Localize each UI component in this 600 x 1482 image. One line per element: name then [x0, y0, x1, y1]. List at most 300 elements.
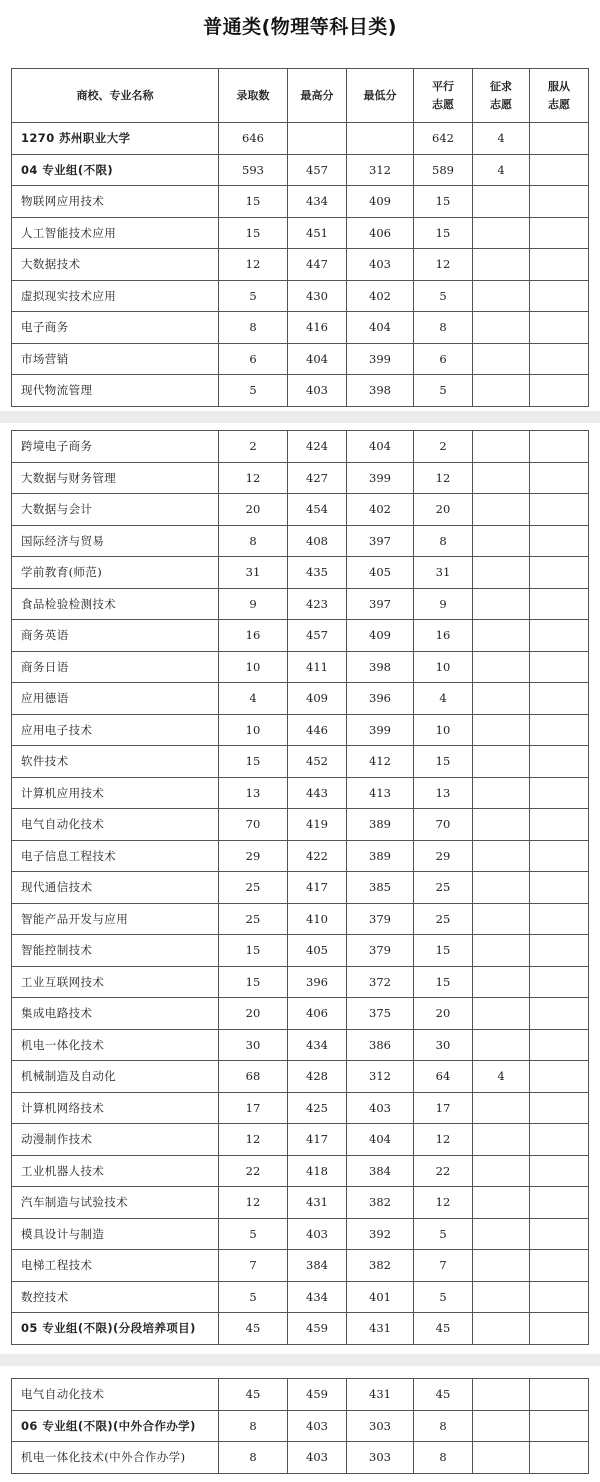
table-row: [12, 525, 589, 557]
name-cell: 机械制造及自动化: [12, 1061, 219, 1093]
min-score-cell: 409: [347, 186, 414, 218]
parallel-cell: 15: [414, 966, 473, 998]
table-row: [12, 280, 589, 312]
name-cell: 应用德语: [12, 683, 219, 715]
max-score-cell: 447: [288, 249, 347, 281]
max-score-cell: 422: [288, 840, 347, 872]
max-score-cell: 446: [288, 714, 347, 746]
table-row: [12, 777, 589, 809]
parallel-cell: 70: [414, 809, 473, 841]
parallel-cell: 45: [414, 1313, 473, 1345]
max-score-cell: 434: [288, 1281, 347, 1313]
parallel-cell: 15: [414, 935, 473, 967]
max-score-cell: 423: [288, 588, 347, 620]
min-score-cell: [347, 123, 414, 155]
obey-cell: [530, 1029, 589, 1061]
obey-cell: [530, 1410, 589, 1442]
max-score-cell: 403: [288, 1410, 347, 1442]
solicited-cell: [473, 217, 530, 249]
min-score-cell: 303: [347, 1442, 414, 1474]
solicited-cell: [473, 840, 530, 872]
max-score-cell: 454: [288, 494, 347, 526]
table-row: [12, 746, 589, 778]
parallel-cell: 30: [414, 1029, 473, 1061]
solicited-cell: [473, 777, 530, 809]
max-score-cell: 443: [288, 777, 347, 809]
obey-cell: [530, 557, 589, 589]
obey-cell: [530, 525, 589, 557]
table-row: [12, 1155, 589, 1187]
obey-cell: [530, 1281, 589, 1313]
max-score-cell: 403: [288, 1442, 347, 1474]
name-cell: 电子商务: [12, 312, 219, 344]
solicited-cell: [473, 1410, 530, 1442]
solicited-cell: [473, 746, 530, 778]
table-row: [12, 903, 589, 935]
admitted-cell: 12: [219, 249, 288, 281]
admitted-cell: 25: [219, 903, 288, 935]
obey-cell: [530, 1379, 589, 1411]
admitted-cell: 17: [219, 1092, 288, 1124]
parallel-cell: 2: [414, 431, 473, 463]
obey-cell: [530, 872, 589, 904]
admitted-cell: 29: [219, 840, 288, 872]
max-score-cell: 425: [288, 1092, 347, 1124]
admitted-cell: 68: [219, 1061, 288, 1093]
parallel-cell: 642: [414, 123, 473, 155]
obey-cell: [530, 1313, 589, 1345]
table-row: [12, 809, 589, 841]
name-cell: 动漫制作技术: [12, 1124, 219, 1156]
min-score-cell: 389: [347, 809, 414, 841]
admitted-cell: 4: [219, 683, 288, 715]
admitted-cell: 22: [219, 1155, 288, 1187]
parallel-cell: 9: [414, 588, 473, 620]
admitted-cell: 2: [219, 431, 288, 463]
admitted-cell: 45: [219, 1313, 288, 1345]
obey-cell: [530, 1218, 589, 1250]
min-score-cell: 412: [347, 746, 414, 778]
solicited-cell: [473, 588, 530, 620]
min-score-cell: 401: [347, 1281, 414, 1313]
solicited-cell: [473, 494, 530, 526]
solicited-cell: 4: [473, 123, 530, 155]
max-score-cell: 406: [288, 998, 347, 1030]
min-score-cell: 402: [347, 280, 414, 312]
max-score-cell: 403: [288, 375, 347, 407]
admitted-cell: 31: [219, 557, 288, 589]
solicited-cell: [473, 809, 530, 841]
admitted-cell: 5: [219, 1281, 288, 1313]
parallel-cell: 5: [414, 280, 473, 312]
max-score-cell: 405: [288, 935, 347, 967]
parallel-cell: 20: [414, 998, 473, 1030]
min-score-cell: 312: [347, 1061, 414, 1093]
min-score-cell: 384: [347, 1155, 414, 1187]
obey-cell: [530, 998, 589, 1030]
header-admitted: 录取数: [219, 69, 288, 123]
parallel-cell: 22: [414, 1155, 473, 1187]
obey-cell: [530, 588, 589, 620]
obey-cell: [530, 494, 589, 526]
table-row: [12, 494, 589, 526]
max-score-cell: 457: [288, 154, 347, 186]
table-row: [12, 312, 589, 344]
name-cell: 04 专业组(不限): [12, 154, 219, 186]
admitted-cell: 593: [219, 154, 288, 186]
table-row: [12, 651, 589, 683]
name-cell: 机电一体化技术: [12, 1029, 219, 1061]
name-cell: 电梯工程技术: [12, 1250, 219, 1282]
name-cell: 现代物流管理: [12, 375, 219, 407]
solicited-cell: 4: [473, 1061, 530, 1093]
group-row: [12, 1313, 589, 1345]
name-cell: 商务英语: [12, 620, 219, 652]
table-row: [12, 966, 589, 998]
max-score-cell: 431: [288, 1187, 347, 1219]
parallel-cell: 12: [414, 249, 473, 281]
solicited-cell: [473, 1187, 530, 1219]
name-cell: 计算机网络技术: [12, 1092, 219, 1124]
table-row: [12, 1250, 589, 1282]
min-score-cell: 403: [347, 249, 414, 281]
table-body: [12, 123, 589, 407]
table-row: [12, 872, 589, 904]
max-score-cell: 410: [288, 903, 347, 935]
header-parallel: 平行 志愿: [414, 69, 473, 123]
min-score-cell: 403: [347, 1092, 414, 1124]
obey-cell: [530, 343, 589, 375]
min-score-cell: 399: [347, 714, 414, 746]
table-row: [12, 620, 589, 652]
admitted-cell: 10: [219, 714, 288, 746]
parallel-cell: 31: [414, 557, 473, 589]
table-row: [12, 343, 589, 375]
parallel-cell: 45: [414, 1379, 473, 1411]
solicited-cell: [473, 683, 530, 715]
min-score-cell: 396: [347, 683, 414, 715]
max-score-cell: 435: [288, 557, 347, 589]
min-score-cell: 399: [347, 343, 414, 375]
max-score-cell: 459: [288, 1379, 347, 1411]
admitted-cell: 15: [219, 217, 288, 249]
parallel-cell: 8: [414, 1410, 473, 1442]
solicited-cell: [473, 651, 530, 683]
solicited-cell: [473, 1218, 530, 1250]
name-cell: 05 专业组(不限)(分段培养项目): [12, 1313, 219, 1345]
max-score-cell: 428: [288, 1061, 347, 1093]
admission-table-part-1: [11, 68, 589, 407]
name-cell: 物联网应用技术: [12, 186, 219, 218]
parallel-cell: 8: [414, 525, 473, 557]
name-cell: 电子信息工程技术: [12, 840, 219, 872]
min-score-cell: 382: [347, 1187, 414, 1219]
parallel-cell: 5: [414, 1281, 473, 1313]
group-row: [12, 123, 589, 155]
parallel-cell: 10: [414, 651, 473, 683]
solicited-cell: [473, 1250, 530, 1282]
obey-cell: [530, 935, 589, 967]
solicited-cell: [473, 186, 530, 218]
min-score-cell: 303: [347, 1410, 414, 1442]
max-score-cell: 403: [288, 1218, 347, 1250]
max-score-cell: 427: [288, 462, 347, 494]
max-score-cell: 424: [288, 431, 347, 463]
parallel-cell: 15: [414, 186, 473, 218]
name-cell: 电气自动化技术: [12, 809, 219, 841]
table-row: [12, 249, 589, 281]
name-cell: 06 专业组(不限)(中外合作办学): [12, 1410, 219, 1442]
min-score-cell: 385: [347, 872, 414, 904]
name-cell: 人工智能技术应用: [12, 217, 219, 249]
name-cell: 应用电子技术: [12, 714, 219, 746]
table-row: [12, 557, 589, 589]
admitted-cell: 12: [219, 1124, 288, 1156]
min-score-cell: 404: [347, 1124, 414, 1156]
name-cell: 虚拟现实技术应用: [12, 280, 219, 312]
table-row: [12, 1061, 589, 1093]
max-score-cell: 451: [288, 217, 347, 249]
min-score-cell: 397: [347, 588, 414, 620]
group-row: [12, 154, 589, 186]
table-row: [12, 1092, 589, 1124]
max-score-cell: 418: [288, 1155, 347, 1187]
admitted-cell: 6: [219, 343, 288, 375]
name-cell: 大数据与财务管理: [12, 462, 219, 494]
obey-cell: [530, 840, 589, 872]
admitted-cell: 8: [219, 525, 288, 557]
max-score-cell: 417: [288, 1124, 347, 1156]
solicited-cell: [473, 1442, 530, 1474]
name-cell: 1270 苏州职业大学: [12, 123, 219, 155]
header-max-score: 最高分: [288, 69, 347, 123]
min-score-cell: 399: [347, 462, 414, 494]
min-score-cell: 386: [347, 1029, 414, 1061]
admitted-cell: 5: [219, 1218, 288, 1250]
admitted-cell: 25: [219, 872, 288, 904]
obey-cell: [530, 280, 589, 312]
name-cell: 机电一体化技术(中外合作办学): [12, 1442, 219, 1474]
table-row: [12, 375, 589, 407]
min-score-cell: 389: [347, 840, 414, 872]
max-score-cell: 434: [288, 186, 347, 218]
obey-cell: [530, 249, 589, 281]
parallel-cell: 15: [414, 746, 473, 778]
solicited-cell: [473, 1281, 530, 1313]
table-row: [12, 1029, 589, 1061]
parallel-cell: 589: [414, 154, 473, 186]
max-score-cell: 434: [288, 1029, 347, 1061]
solicited-cell: [473, 903, 530, 935]
table-row: [12, 1281, 589, 1313]
table-row: [12, 683, 589, 715]
solicited-cell: [473, 620, 530, 652]
name-cell: 计算机应用技术: [12, 777, 219, 809]
obey-cell: [530, 1092, 589, 1124]
name-cell: 集成电路技术: [12, 998, 219, 1030]
solicited-cell: [473, 1313, 530, 1345]
table-body: [12, 1379, 589, 1474]
name-cell: 智能控制技术: [12, 935, 219, 967]
min-score-cell: 379: [347, 903, 414, 935]
name-cell: 工业互联网技术: [12, 966, 219, 998]
min-score-cell: 413: [347, 777, 414, 809]
obey-cell: [530, 312, 589, 344]
solicited-cell: [473, 1029, 530, 1061]
name-cell: 工业机器人技术: [12, 1155, 219, 1187]
parallel-cell: 16: [414, 620, 473, 652]
admitted-cell: 30: [219, 1029, 288, 1061]
max-score-cell: 457: [288, 620, 347, 652]
max-score-cell: [288, 123, 347, 155]
min-score-cell: 398: [347, 651, 414, 683]
table-header: [12, 69, 589, 123]
name-cell: 汽车制造与试验技术: [12, 1187, 219, 1219]
min-score-cell: 379: [347, 935, 414, 967]
max-score-cell: 396: [288, 966, 347, 998]
table-row: [12, 714, 589, 746]
parallel-cell: 5: [414, 375, 473, 407]
obey-cell: [530, 375, 589, 407]
parallel-cell: 8: [414, 1442, 473, 1474]
obey-cell: [530, 1124, 589, 1156]
table-row: [12, 217, 589, 249]
admitted-cell: 15: [219, 746, 288, 778]
admitted-cell: 16: [219, 620, 288, 652]
admitted-cell: 15: [219, 935, 288, 967]
max-score-cell: 404: [288, 343, 347, 375]
header-name: 商校、专业名称: [12, 69, 219, 123]
parallel-cell: 20: [414, 494, 473, 526]
obey-cell: [530, 966, 589, 998]
admitted-cell: 15: [219, 966, 288, 998]
table-row: [12, 1187, 589, 1219]
admitted-cell: 7: [219, 1250, 288, 1282]
max-score-cell: 416: [288, 312, 347, 344]
admitted-cell: 8: [219, 1410, 288, 1442]
obey-cell: [530, 683, 589, 715]
obey-cell: [530, 809, 589, 841]
admitted-cell: 5: [219, 375, 288, 407]
min-score-cell: 406: [347, 217, 414, 249]
max-score-cell: 411: [288, 651, 347, 683]
parallel-cell: 12: [414, 462, 473, 494]
obey-cell: [530, 154, 589, 186]
admitted-cell: 70: [219, 809, 288, 841]
admitted-cell: 20: [219, 494, 288, 526]
parallel-cell: 17: [414, 1092, 473, 1124]
admitted-cell: 9: [219, 588, 288, 620]
table-row: [12, 588, 589, 620]
solicited-cell: [473, 249, 530, 281]
solicited-cell: [473, 1092, 530, 1124]
parallel-cell: 6: [414, 343, 473, 375]
max-score-cell: 452: [288, 746, 347, 778]
admitted-cell: 20: [219, 998, 288, 1030]
parallel-cell: 25: [414, 903, 473, 935]
admitted-cell: 8: [219, 312, 288, 344]
admitted-cell: 15: [219, 186, 288, 218]
admitted-cell: 646: [219, 123, 288, 155]
min-score-cell: 409: [347, 620, 414, 652]
admitted-cell: 8: [219, 1442, 288, 1474]
name-cell: 软件技术: [12, 746, 219, 778]
solicited-cell: [473, 280, 530, 312]
obey-cell: [530, 1442, 589, 1474]
parallel-cell: 12: [414, 1124, 473, 1156]
obey-cell: [530, 123, 589, 155]
obey-cell: [530, 1187, 589, 1219]
max-score-cell: 384: [288, 1250, 347, 1282]
obey-cell: [530, 620, 589, 652]
obey-cell: [530, 746, 589, 778]
table-row: [12, 998, 589, 1030]
solicited-cell: [473, 557, 530, 589]
min-score-cell: 382: [347, 1250, 414, 1282]
page-break: [0, 1354, 600, 1366]
parallel-cell: 5: [414, 1218, 473, 1250]
admission-table-part-2: [11, 430, 589, 1345]
obey-cell: [530, 1155, 589, 1187]
min-score-cell: 431: [347, 1313, 414, 1345]
parallel-cell: 29: [414, 840, 473, 872]
table-row: [12, 1442, 589, 1474]
group-row: [12, 1410, 589, 1442]
admission-table-part-3: [11, 1378, 589, 1474]
solicited-cell: [473, 375, 530, 407]
solicited-cell: [473, 1379, 530, 1411]
admitted-cell: 10: [219, 651, 288, 683]
parallel-cell: 25: [414, 872, 473, 904]
solicited-cell: [473, 966, 530, 998]
admitted-cell: 45: [219, 1379, 288, 1411]
name-cell: 食品检验检测技术: [12, 588, 219, 620]
parallel-cell: 13: [414, 777, 473, 809]
solicited-cell: 4: [473, 154, 530, 186]
min-score-cell: 404: [347, 431, 414, 463]
max-score-cell: 408: [288, 525, 347, 557]
min-score-cell: 392: [347, 1218, 414, 1250]
obey-cell: [530, 431, 589, 463]
parallel-cell: 12: [414, 1187, 473, 1219]
name-cell: 数控技术: [12, 1281, 219, 1313]
solicited-cell: [473, 935, 530, 967]
obey-cell: [530, 714, 589, 746]
name-cell: 大数据技术: [12, 249, 219, 281]
parallel-cell: 7: [414, 1250, 473, 1282]
name-cell: 商务日语: [12, 651, 219, 683]
parallel-cell: 10: [414, 714, 473, 746]
obey-cell: [530, 217, 589, 249]
table-row: [12, 1379, 589, 1411]
max-score-cell: 409: [288, 683, 347, 715]
min-score-cell: 375: [347, 998, 414, 1030]
parallel-cell: 64: [414, 1061, 473, 1093]
admitted-cell: 12: [219, 1187, 288, 1219]
solicited-cell: [473, 872, 530, 904]
admitted-cell: 12: [219, 462, 288, 494]
parallel-cell: 4: [414, 683, 473, 715]
name-cell: 智能产品开发与应用: [12, 903, 219, 935]
solicited-cell: [473, 1124, 530, 1156]
page-title: 普通类(物理等科目类): [203, 16, 397, 38]
min-score-cell: 405: [347, 557, 414, 589]
name-cell: 学前教育(师范): [12, 557, 219, 589]
solicited-cell: [473, 525, 530, 557]
min-score-cell: 312: [347, 154, 414, 186]
solicited-cell: [473, 714, 530, 746]
max-score-cell: 417: [288, 872, 347, 904]
